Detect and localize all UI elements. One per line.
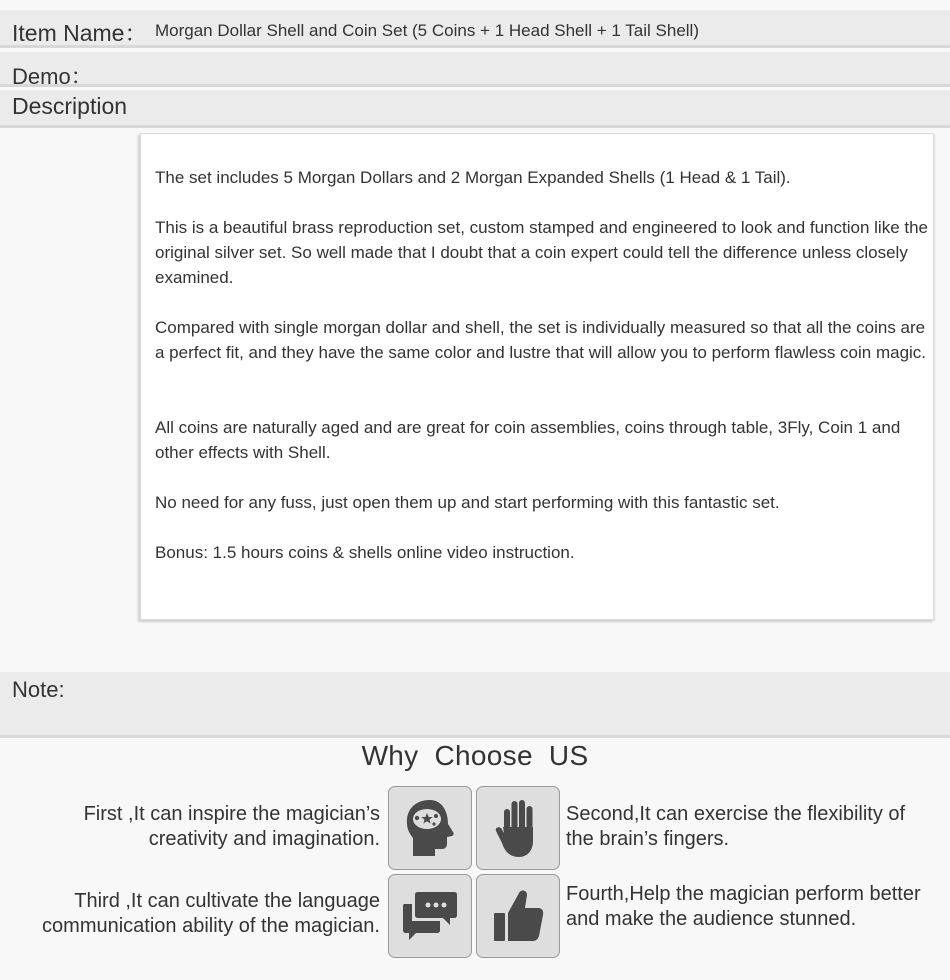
description-box bbox=[140, 133, 934, 620]
why-choose-us-title: Why Choose US bbox=[361, 740, 589, 771]
item-name-label: Item Name： bbox=[12, 20, 148, 46]
description-paragraph-6: Bonus: 1.5 hours coins & shells online video instruction. bbox=[155, 543, 575, 562]
reason-fourth: Fourth,Help the magician perform better and make the audience stunned. bbox=[566, 883, 921, 930]
description-paragraph-1: The set includes 5 Morgan Dollars and 2 Morgan Expanded Shells (1 Head & 1 Tail). bbox=[155, 168, 791, 187]
brain-head-icon bbox=[401, 797, 459, 859]
note-label: Note: bbox=[12, 677, 65, 702]
hand-tile bbox=[476, 786, 560, 870]
item-name-value: Morgan Dollar Shell and Coin Set (5 Coins + 1 Head Shell + 1 Tail Shell) bbox=[155, 21, 699, 40]
reason-second: Second,It can exercise the flexibility of the brain’s fingers. bbox=[566, 803, 906, 850]
reason-first: First ,It can inspire the magician’s creativity and imagination. bbox=[83, 803, 380, 850]
thumbs-up-tile bbox=[476, 874, 560, 958]
brain-head-tile bbox=[388, 786, 472, 870]
reason-third: Third ,It can cultivate the language communication ability of the magician. bbox=[42, 890, 380, 937]
demo-row bbox=[0, 52, 950, 87]
item-name-row bbox=[0, 10, 950, 48]
description-label: Description bbox=[12, 93, 128, 119]
description-paragraph-2: This is a beautiful brass reproduction set, custom stamped and engineered to look and function like the original silver set. So well made that I doubt that a coin expert could tell the difference unless closely examined. bbox=[155, 218, 929, 287]
thumbs-up-icon bbox=[490, 887, 546, 945]
hand-icon bbox=[492, 797, 544, 859]
description-paragraph-4: All coins are naturally aged and are great for coin assemblies, coins through table, 3Fly, Coin 1 and other effects with Shell. bbox=[155, 418, 901, 462]
chat-bubbles-tile bbox=[388, 874, 472, 958]
description-paragraph-5: No need for any fuss, just open them up and start performing with this fantastic set. bbox=[155, 493, 780, 512]
description-row bbox=[0, 90, 950, 128]
description-paragraph-3: Compared with single morgan dollar and shell, the set is individually measured so that all the coins are a perfect fit, and they have the same color and lustre that will allow you to perform flawless coin magic. bbox=[155, 318, 927, 362]
chat-bubbles-icon bbox=[400, 888, 460, 944]
note-row bbox=[0, 672, 950, 738]
demo-label: Demo： bbox=[12, 64, 93, 89]
